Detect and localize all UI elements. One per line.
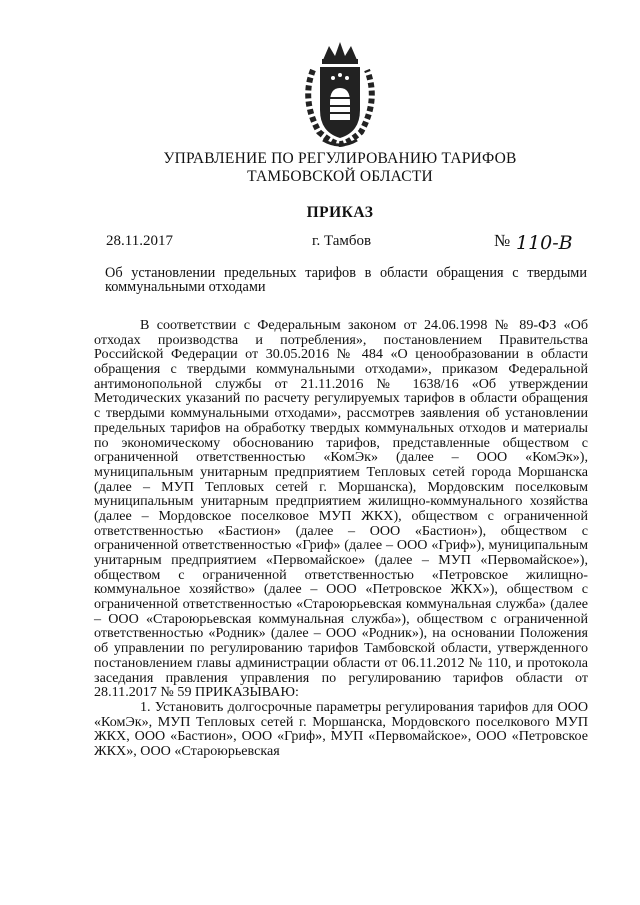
order-body [94,318,588,759]
preamble-paragraph: В соответствии с Федеральным законом от 24.06.1998 № 89-ФЗ «Об отходах производства и потребления», постановлением Правительства Российской Федерации от 30.05.2016 № 484 «О ценообразовании в области обращения с твердыми коммунальными отходами», приказом Федеральной антимонопольной службы от 21.11.2016 № 1638/16 «Об утверждении Методических указаний по расчету регулируемых тарифов в области обращения с твердыми коммунальными отходами», рассмотрев заявления об установлении предельных тарифов на обработку твердых коммунальных отходов и материалы по экономическому обоснованию тарифов, представленные обществом с ограниченной ответственностью «КомЭк» (далее – ООО «КомЭк»), муниципальным унитарным предприятием Тепловых сетей города Моршанска (далее – МУП Тепловых сетей г. Моршанска), Мордовским поселковым муниципальным унитарным предприятием жилищно-коммунального хозяйства (далее – Мордовское поселковое МУП ЖКХ), обществом с ограниченной ответственностью «Бастион» (далее – ООО «Бастион»), обществом с ограниченной ответственностью «Гриф» (далее – ООО «Гриф»), муниципальным унитарным предприятием «Первомайское» (далее – МУП «Первомайское»), обществом с ограниченной ответственностью «Петровское жилищно-коммунальное хозяйство» (далее – ООО «Петровское ЖКХ»), обществом с ограниченной ответственностью «Староюрьевская коммунальная служба» (далее – ООО «Староюрьевская коммунальная служба»), обществом с ограниченной ответственностью «Родник» (далее – ООО «Родник»), на основании Положения об управлении по регулированию тарифов Тамбовской области, утвержденного постановлением главы администрации области от 06.11.2012 № 110, и протокола заседания правления управления по регулированию тарифов области от 28.11.2017 № 59 ПРИКАЗЫВАЮ: [94,317,588,701]
list-item-1: 1. Установить долгосрочные параметры регулирования тарифов для ООО «КомЭк», МУП Тепловых сетей г. Моршанска, Мордовского поселкового МУП ЖКХ, ООО «Бастион», ООО «Гриф», МУП «Первомайское», ООО «Петровское ЖКХ», ООО «Староюрьевская [94,698,588,759]
authority-name-line2: ТАМБОВСКОЙ ОБЛАСТИ [247,168,433,185]
order-number-prefix: № [494,231,511,250]
order-number-handwritten: 110-В [516,232,573,254]
order-date: 28.11.2017 [106,233,173,249]
coat-of-arms-icon [293,40,387,148]
document-type-title: ПРИКАЗ [306,204,374,221]
authority-name-line1: УПРАВЛЕНИЕ ПО РЕГУЛИРОВАНИЮ ТАРИФОВ [163,150,517,167]
order-city: г. Тамбов [312,233,372,249]
order-subject: Об установлении предельных тарифов в области обращения с твердыми коммунальными отходами [105,265,587,295]
